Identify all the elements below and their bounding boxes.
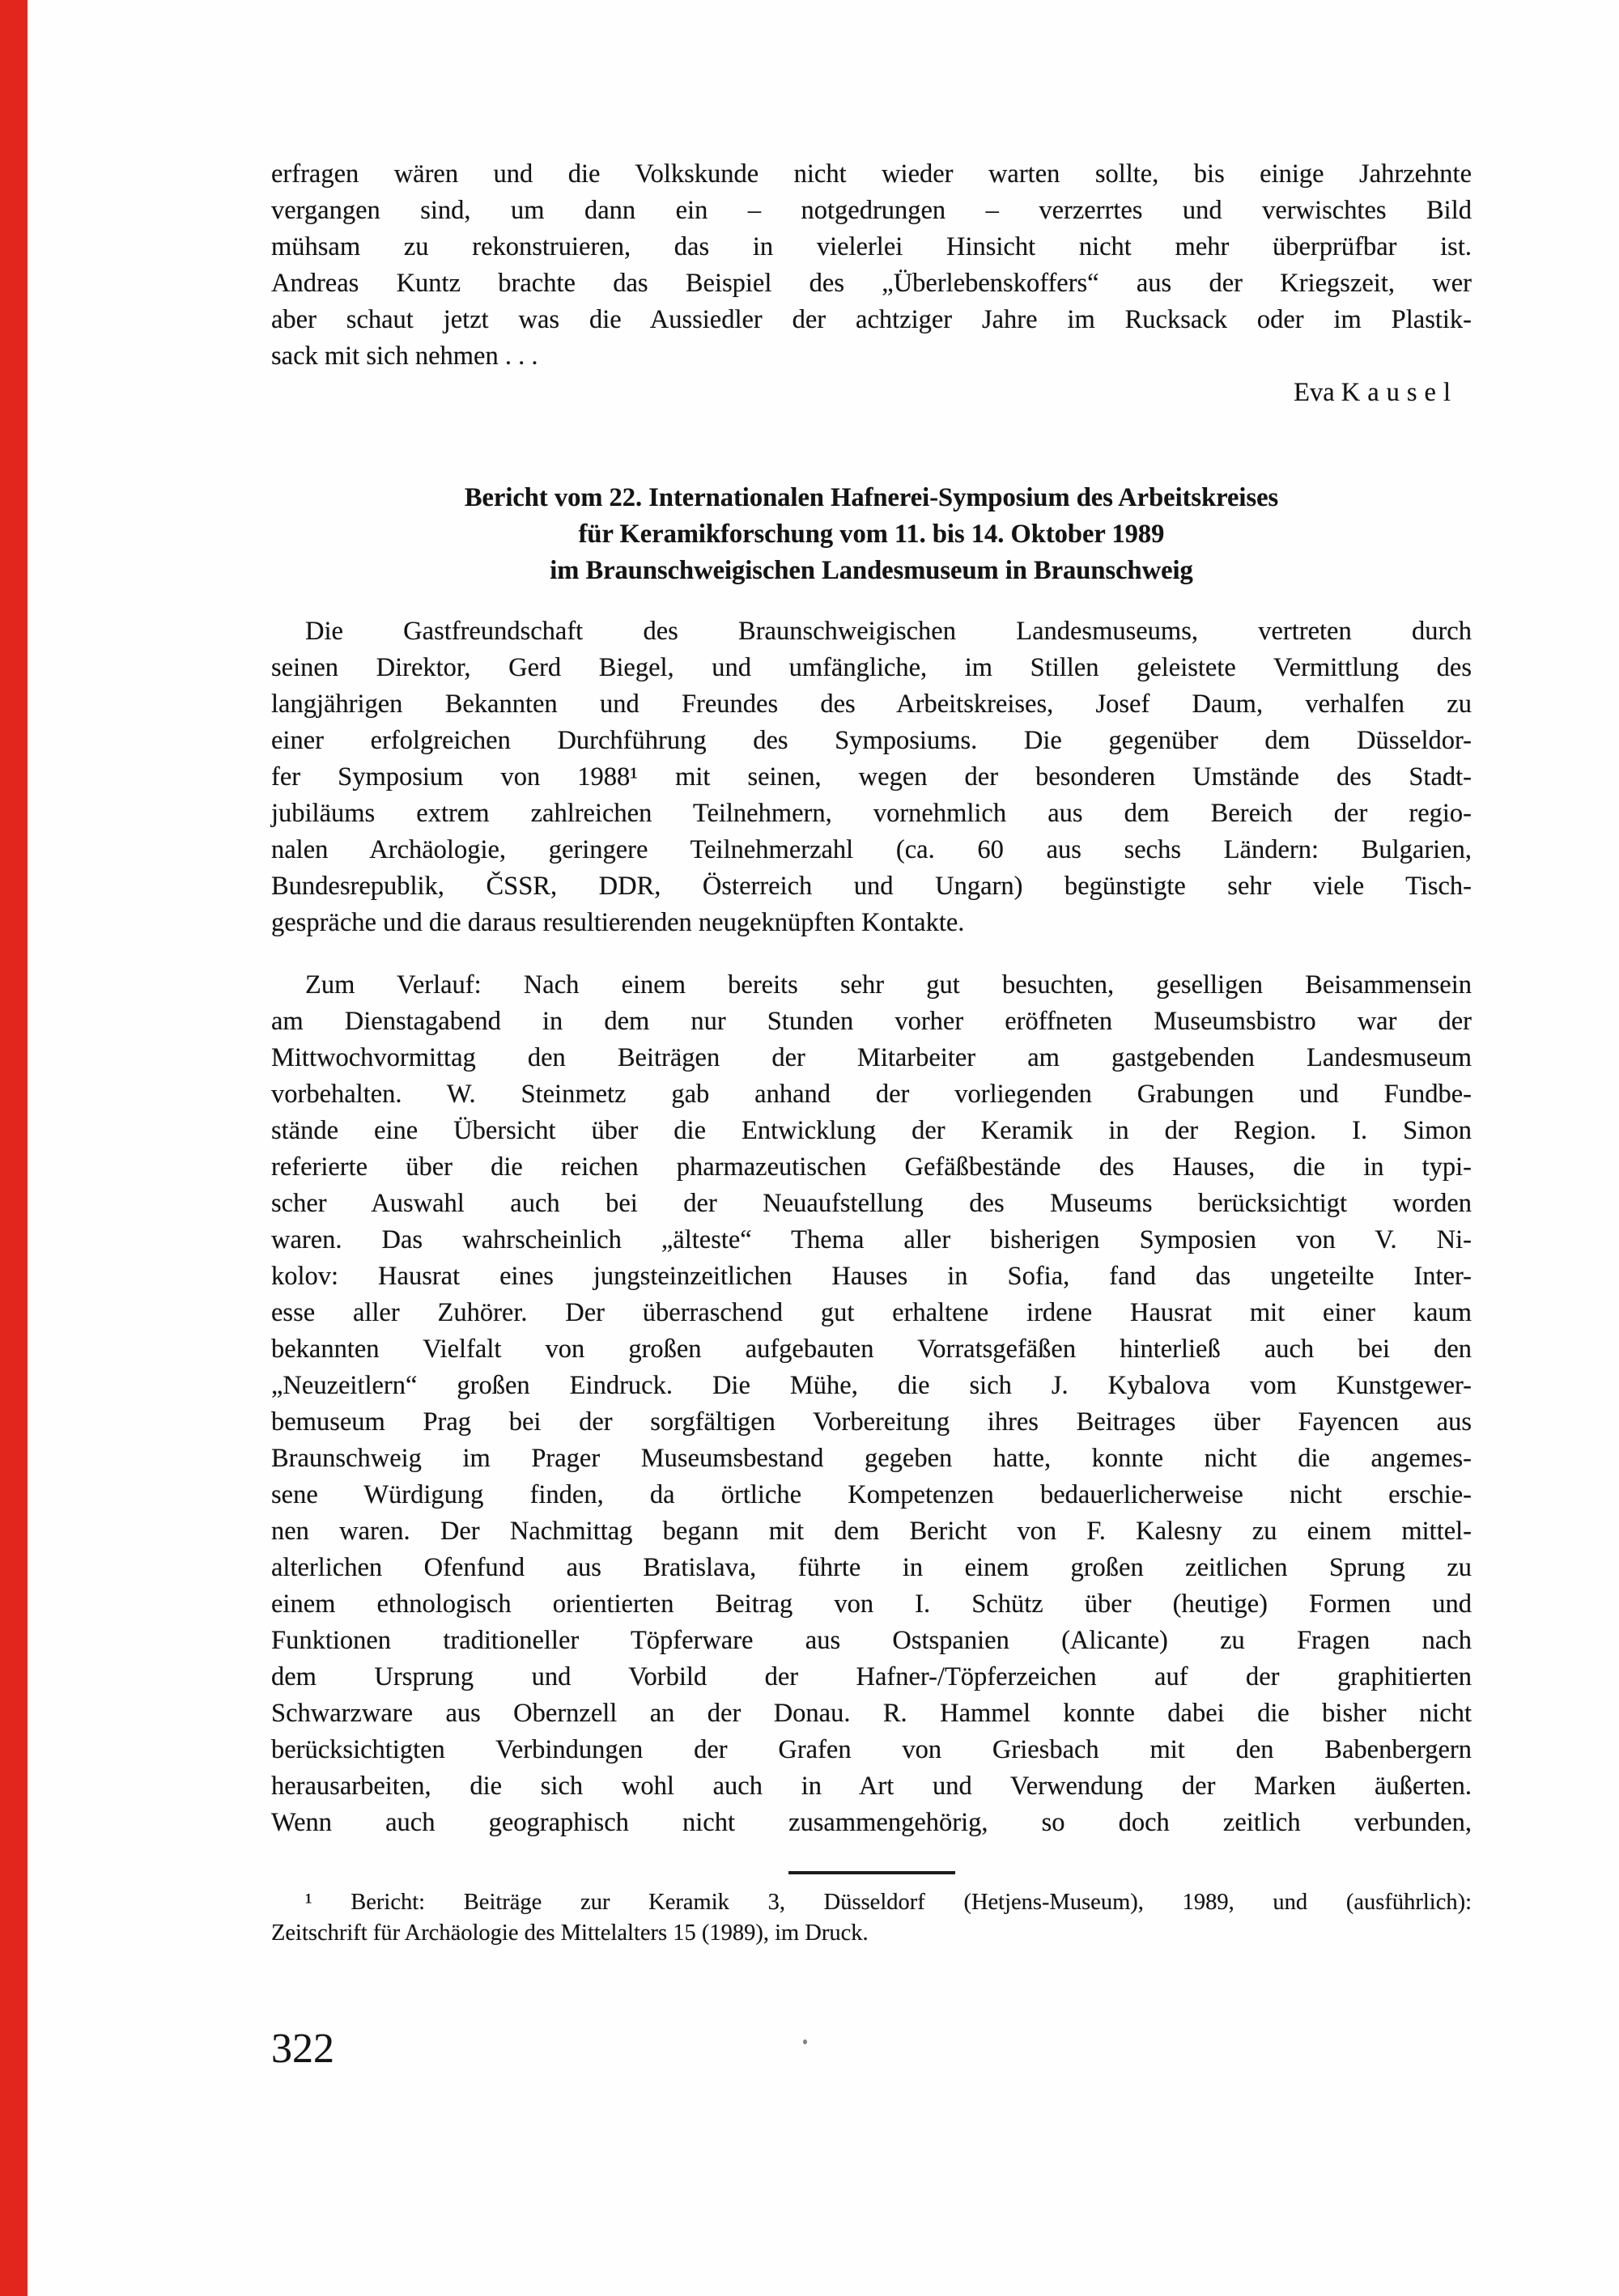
author-signature [271, 375, 1472, 411]
page-number: 322 [271, 2026, 334, 2072]
text-line: Braunschweig im Prager Museumsbestand gegeben hatte, konnte nicht die angemes- [271, 1444, 1472, 1473]
text-line: fer Symposium von 1988¹ mit seinen, wegen der besonderen Umstände des Stadt- [271, 762, 1472, 792]
text-line: Mittwochvormittag den Beiträgen der Mitarbeiter am gastgebenden Landesmuseum [271, 1043, 1472, 1072]
page-text-column [271, 0, 1472, 2073]
text-line: aber schaut jetzt was die Aussiedler der achtziger Jahre im Rucksack oder im Plastik- [271, 305, 1472, 334]
text-line: Bericht vom 22. Internationalen Hafnerei-Symposium des Arbeitskreises [464, 483, 1279, 512]
text-line: alterlichen Ofenfund aus Bratislava, führte in einem großen zeitlichen Sprung zu [271, 1553, 1472, 1582]
text-line: sene Würdigung finden, da örtliche Kompetenzen bedauerlicherweise nicht erschie- [271, 1480, 1472, 1509]
text-line: jubiläums extrem zahlreichen Teilnehmern, vornehmlich aus dem Bereich der regio- [271, 799, 1472, 828]
text-line: Andreas Kuntz brachte das Beispiel des „Überlebenskoffers“ aus der Kriegszeit, wer [271, 269, 1472, 298]
text-line: Zeitschrift für Archäologie des Mittelalters 15 (1989), im Druck. [271, 1920, 869, 1946]
text-line: scher Auswahl auch bei der Neuaufstellung des Museums berücksichtigt worden [271, 1189, 1472, 1218]
text-line: esse aller Zuhörer. Der überraschend gut erhaltene irdene Hausrat mit einer kaum [271, 1298, 1472, 1327]
text-line: langjährigen Bekannten und Freundes des Arbeitskreises, Josef Daum, verhalfen zu [271, 690, 1472, 719]
text-line: nalen Archäologie, geringere Teilnehmerzahl (ca. 60 aus sechs Ländern: Bulgarien, [271, 835, 1472, 864]
footnote-divider [788, 1871, 955, 1874]
text-line: stände eine Übersicht über die Entwicklung der Keramik in der Region. I. Simon [271, 1116, 1472, 1145]
text-line: vergangen sind, um dann ein – notgedrungen – verzerrtes und verwischtes Bild [271, 196, 1472, 225]
text-line: mühsam zu rekonstruieren, das in vielerlei Hinsicht nicht mehr überprüfbar ist. [271, 232, 1472, 261]
text-line: erfragen wären und die Volkskunde nicht wieder warten sollte, bis einige Jahrzehnte [271, 159, 1472, 189]
text-line: bekannten Vielfalt von großen aufgebauten Vorratsgefäßen hinterließ auch bei den [271, 1335, 1472, 1364]
text-line: ¹ Bericht: Beiträge zur Keramik 3, Düsseldorf (Hetjens-Museum), 1989, und (ausführlich): [305, 1890, 1472, 1915]
text-line: einer erfolgreichen Durchführung des Symposiums. Die gegenüber dem Düsseldor- [271, 726, 1472, 755]
author-last-name: Kausel [1341, 378, 1458, 407]
author-first-name: Eva [1294, 378, 1335, 407]
section-heading [271, 480, 1472, 589]
paragraph-hospitality [271, 613, 1472, 941]
text-line: sack mit sich nehmen . . . [271, 342, 538, 371]
scan-speck [803, 2039, 807, 2044]
paragraph-intro-continuation [271, 156, 1472, 375]
text-line: herausarbeiten, die sich wohl auch in Art und Verwendung der Marken äußerten. [271, 1772, 1472, 1801]
text-line: für Keramikforschung vom 11. bis 14. Oktober 1989 [578, 520, 1165, 549]
text-line: Wenn auch geographisch nicht zusammengehörig, so doch zeitlich verbunden, [271, 1808, 1472, 1837]
text-line: im Braunschweigischen Landesmuseum in Braunschweig [550, 556, 1193, 585]
text-line: nen waren. Der Nachmittag begann mit dem Bericht von F. Kalesny zu einem mittel- [271, 1517, 1472, 1546]
paragraph-proceedings [271, 967, 1472, 1841]
text-line: am Dienstagabend in dem nur Stunden vorher eröffneten Museumsbistro war der [271, 1007, 1472, 1036]
text-line: Zum Verlauf: Nach einem bereits sehr gut besuchten, geselligen Beisammensein [305, 970, 1472, 999]
text-line: Funktionen traditioneller Töpferware aus Ostspanien (Alicante) zu Fragen nach [271, 1626, 1472, 1655]
text-line: seinen Direktor, Gerd Biegel, und umfängliche, im Stillen geleistete Vermittlung des [271, 653, 1472, 682]
text-line: referierte über die reichen pharmazeutischen Gefäßbestände des Hauses, die in typi- [271, 1152, 1472, 1182]
text-line: waren. Das wahrscheinlich „älteste“ Thema aller bisherigen Symposien von V. Ni- [271, 1225, 1472, 1254]
text-line: Bundesrepublik, ČSSR, DDR, Österreich und Ungarn) begünstigte sehr viele Tisch- [271, 872, 1472, 901]
text-line: vorbehalten. W. Steinmetz gab anhand der vorliegenden Grabungen und Fundbe- [271, 1080, 1472, 1109]
text-line: berücksichtigten Verbindungen der Grafen von Griesbach mit den Babenbergern [271, 1735, 1472, 1764]
text-line: bemuseum Prag bei der sorgfältigen Vorbereitung ihres Beitrages über Fayencen aus [271, 1407, 1472, 1437]
text-line: gespräche und die daraus resultierenden neugeknüpften Kontakte. [271, 908, 965, 937]
scan-edge-bar [0, 0, 28, 2296]
text-line: Schwarzware aus Obernzell an der Donau. R. Hammel konnte dabei die bisher nicht [271, 1699, 1472, 1728]
text-line: kolov: Hausrat eines jungsteinzeitlichen Hauses in Sofia, fand das ungeteilte Inter- [271, 1262, 1472, 1291]
text-line: Die Gastfreundschaft des Braunschweigischen Landesmuseums, vertreten durch [305, 617, 1472, 646]
text-line: „Neuzeitlern“ großen Eindruck. Die Mühe, die sich J. Kybalova vom Kunstgewer- [271, 1371, 1472, 1400]
text-line: dem Ursprung und Vorbild der Hafner-/Töpferzeichen auf der graphitierten [271, 1662, 1472, 1691]
footnote [271, 1887, 1472, 1949]
text-line: einem ethnologisch orientierten Beitrag von I. Schütz über (heutige) Formen und [271, 1589, 1472, 1619]
